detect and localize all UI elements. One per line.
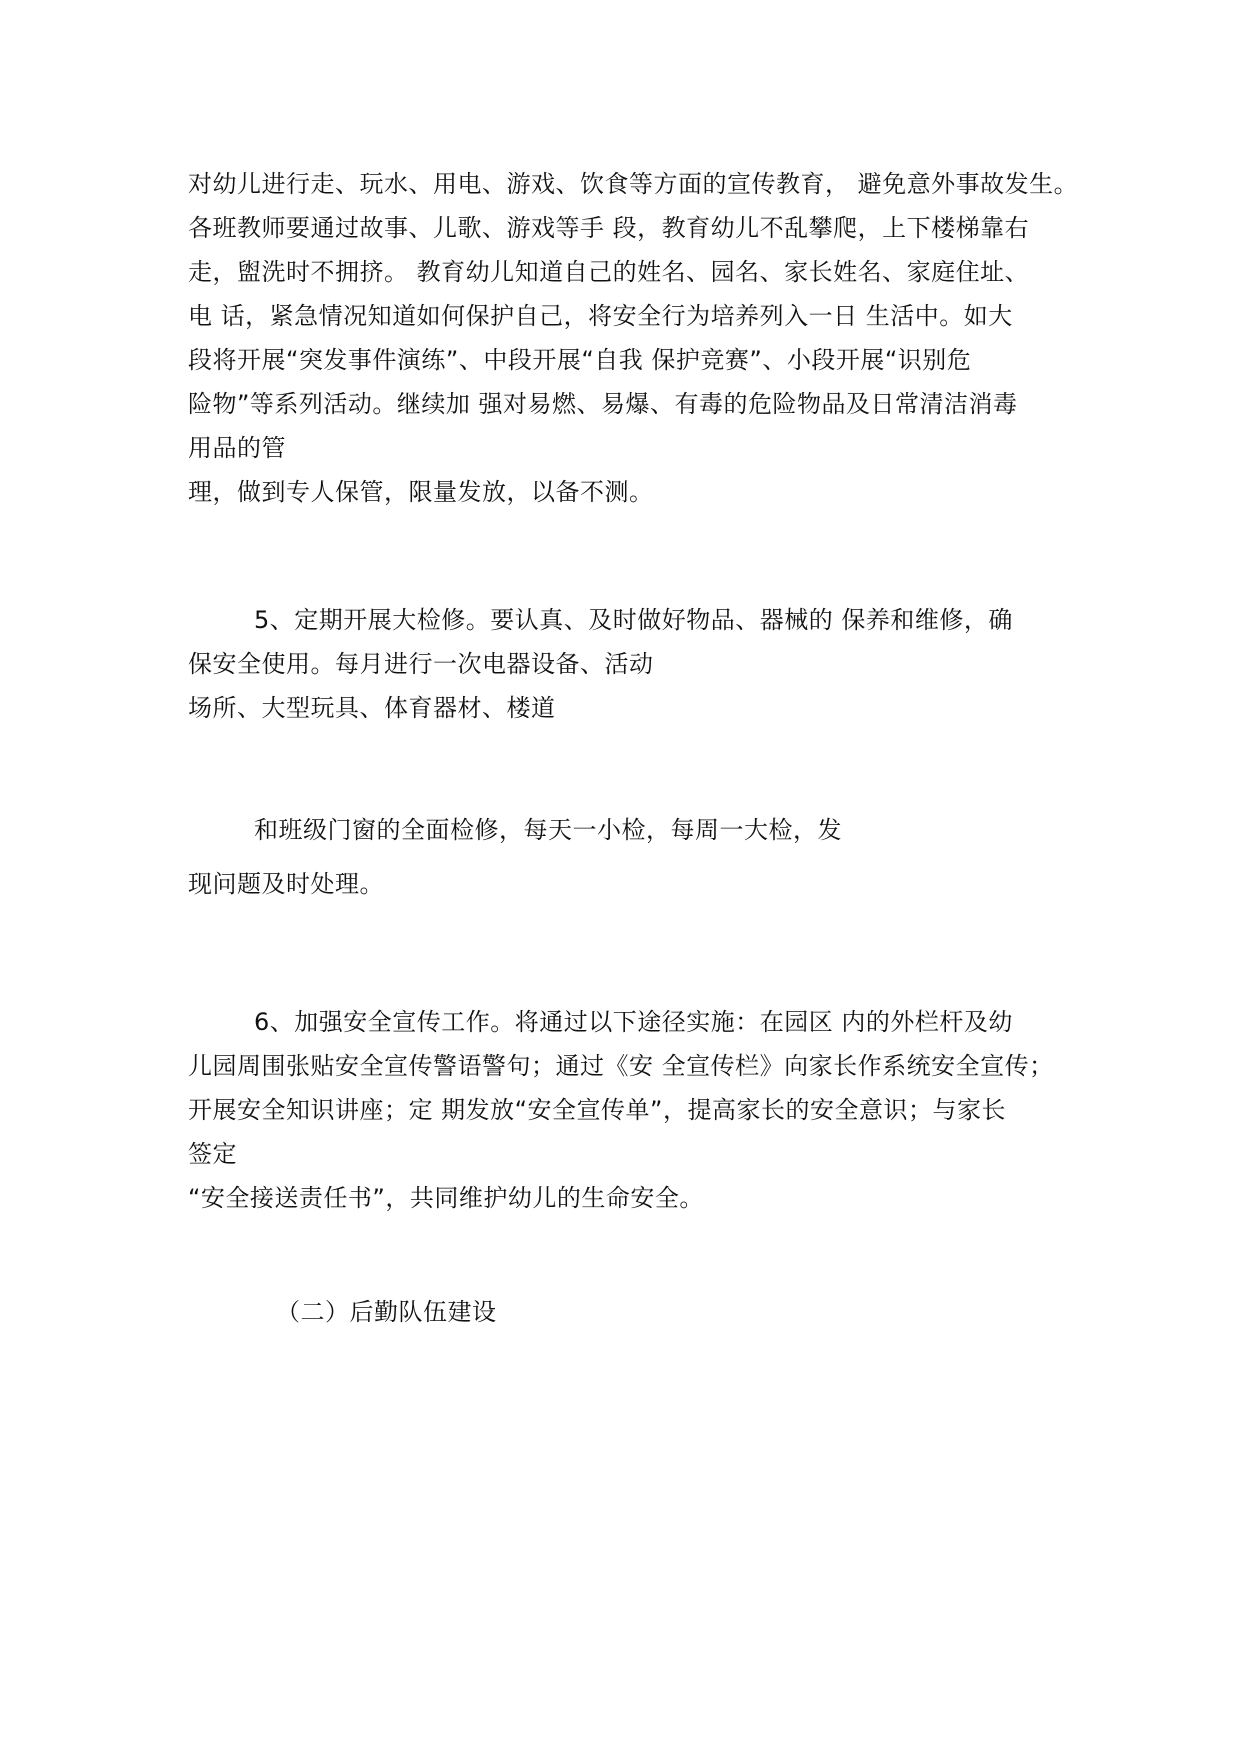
text-line: 儿园周围张贴安全宣传警语警句；通过《安 全宣传栏》向家长作系统安全宣传； — [188, 1052, 1054, 1080]
text-line: 签定 — [188, 1140, 237, 1168]
text-line: 现问题及时处理。 — [188, 870, 384, 898]
text-line: “安全接送责任书”，共同维护幼儿的生命安全。 — [188, 1184, 704, 1212]
text-line: 6、加强安全宣传工作。将通过以下途径实施：在园区 内的外栏杆及幼 — [254, 1008, 1013, 1036]
heading-text: （二）后勤队伍建设 — [276, 1298, 497, 1326]
text-line: 对幼儿进行走、玩水、用电、游戏、饮食等方面的宣传教育， 避免意外事故发生。 — [188, 170, 1079, 198]
text-line: 开展安全知识讲座；定 期发放“安全宣传单”，提高家长的安全意识；与家长 — [188, 1096, 1006, 1124]
paragraph-safety-education — [188, 162, 1088, 514]
paragraph-item-5-maintenance — [188, 598, 1088, 730]
text-line: 场所、大型玩具、体育器材、楼道 — [188, 694, 556, 722]
text-line: 用品的管 — [188, 434, 286, 462]
text-line: 走，盥洗时不拥挤。 教育幼儿知道自己的姓名、园名、家长姓名、家庭住址、 — [188, 258, 1030, 286]
text-line: 电 话，紧急情况知道如何保护自己，将安全行为培养列入一日 生活中。如大 — [188, 302, 1013, 330]
paragraph-item-6-publicity — [188, 1000, 1088, 1220]
paragraph-item-5-continued — [188, 808, 1088, 906]
text-line: 险物”等系列活动。继续加 强对易燃、易爆、有毒的危险物品及日常清洁消毒 — [188, 390, 1018, 418]
text-line: 段将开展“突发事件演练”、中段开展“自我 保护竞赛”、小段开展“识别危 — [188, 346, 972, 374]
text-line: 5、定期开展大检修。要认真、及时做好物品、器械的 保养和维修，确 — [254, 606, 1013, 634]
text-line: 理，做到专人保管，限量发放，以备不测。 — [188, 478, 654, 506]
text-line: 各班教师要通过故事、儿歌、游戏等手 段，教育幼儿不乱攀爬，上下楼梯靠右 — [188, 214, 1030, 242]
text-line: 和班级门窗的全面检修，每天一小检，每周一大检，发 — [254, 816, 842, 844]
text-line: 保安全使用。每月进行一次电器设备、活动 — [188, 650, 654, 678]
section-heading — [188, 1290, 1088, 1334]
